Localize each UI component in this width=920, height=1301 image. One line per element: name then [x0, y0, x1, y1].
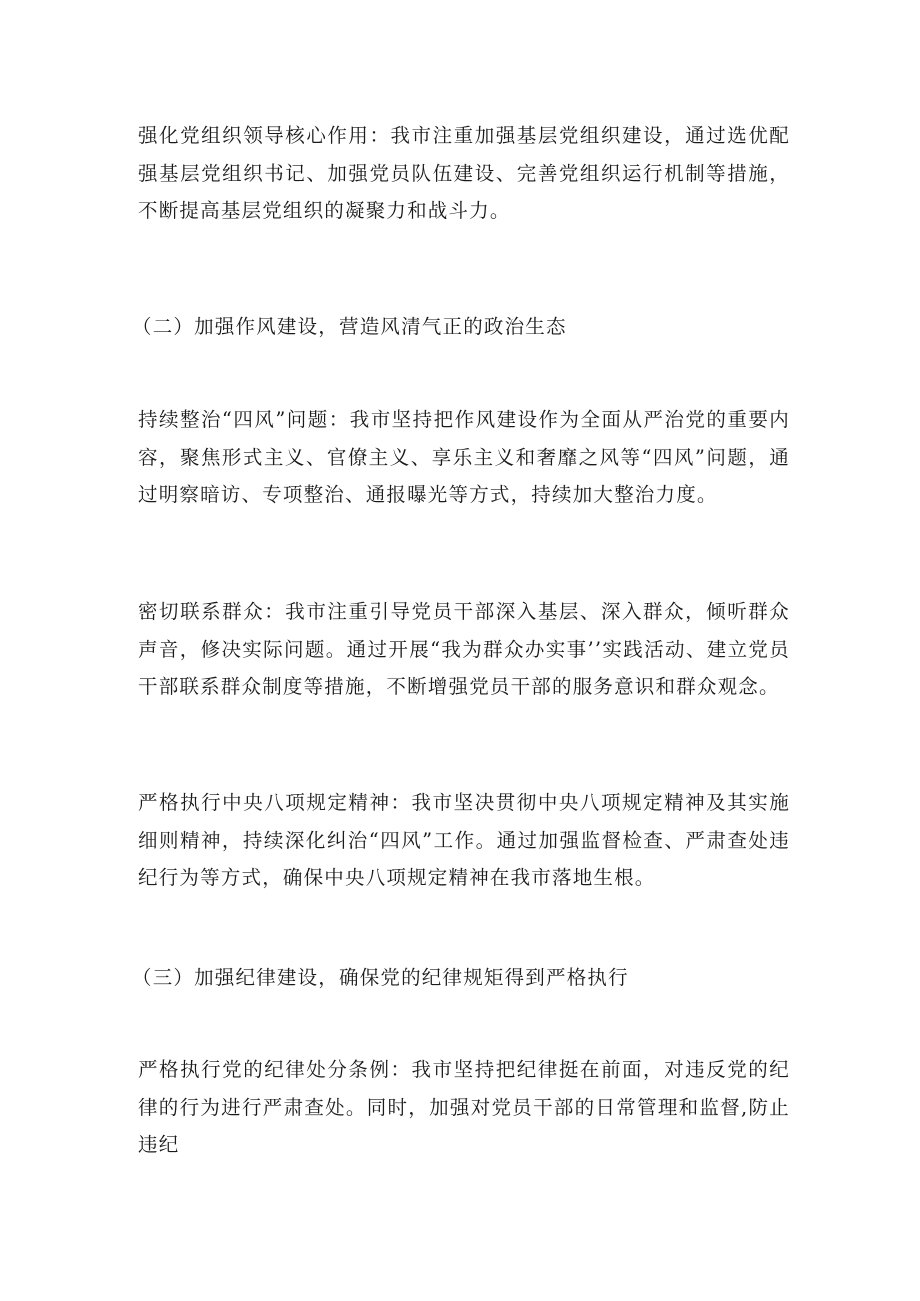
paragraph-eight-regulations: 严格执行中央八项规定精神：我市坚决贯彻中央八项规定精神及其实施细则精神，持续深化纠治“四风”工作。通过加强监督检查、严肃查处违纪行为等方式，确保中央八项规定精神在我市落地生根。 [138, 791, 790, 889]
paragraph-four-styles-rectification: 持续整治“四风”问题：我市坚持把作风建设作为全面从严治党的重要内容，聚焦形式主义、官僚主义、享乐主义和奢靡之风等“四风”问题，通过明察暗访、专项整治、通报曝光等方式，持续加大整治力度。 [138, 408, 790, 506]
paragraph-contact-masses: 密切联系群众：我市注重引导党员干部深入基层、深入群众，倾听群众声音，修决实际问题。通过开展“我为群众办实事’’实践活动、建立党员干部联系群众制度等措施，不断增强党员干部的服务意识和群众观念。 [138, 600, 790, 698]
section-heading-work-style: （二）加强作风建设，营造风清气正的政治生态 [132, 315, 567, 338]
paragraph-discipline-regulations: 严格执行党的纪律处分条例：我市坚持把纪律挺在前面，对违反党的纪律的行为进行严肃查处。同时，加强对党员干部的日常管理和监督,防止违纪 [138, 1058, 790, 1156]
paragraph-strengthen-party-leadership: 强化党组织领导核心作用：我市注重加强基层党组织建设，通过选优配强基层党组织书记、加强党员队伍建设、完善党组织运行机制等措施，不断提高基层党组织的凝聚力和战斗力。 [138, 124, 790, 222]
section-heading-discipline: （三）加强纪律建设，确保党的纪律规矩得到严格执行 [132, 966, 629, 989]
